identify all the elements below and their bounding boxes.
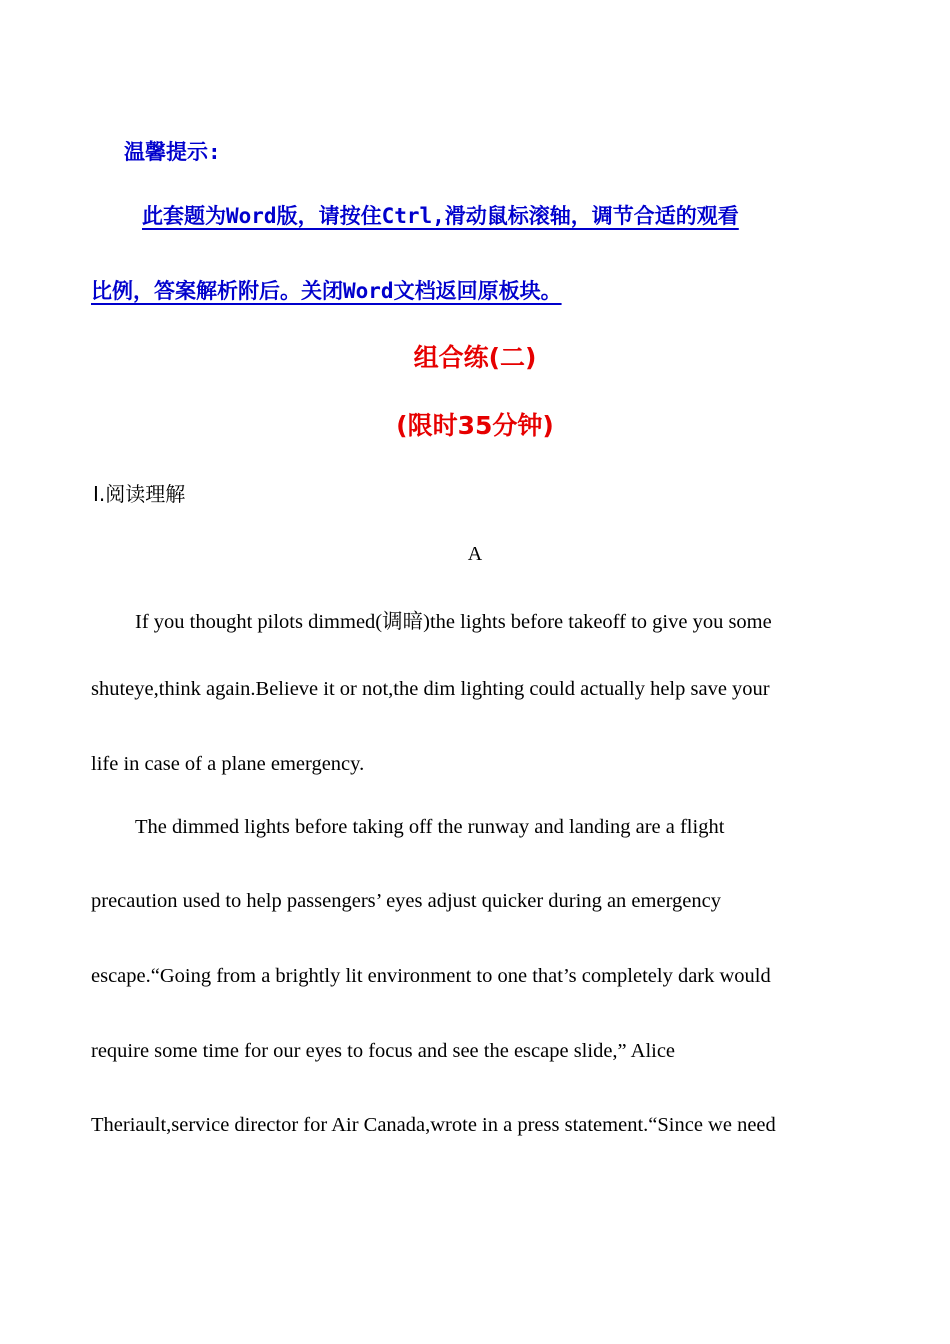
tip-link-line-2[interactable]: 比例，答案解析附后。关闭Word文档返回原板块。 — [91, 279, 562, 303]
tip-link-line-1[interactable]: 此套题为Word版，请按住Ctrl,滑动鼠标滚轴，调节合适的观看 — [142, 204, 739, 228]
passage-line: shuteye,think again.Believe it or not,the dim lighting could actually help save your — [91, 678, 770, 700]
tip-title: 温馨提示: — [124, 140, 221, 164]
passage-line: life in case of a plane emergency. — [91, 753, 365, 775]
passage-line: If you thought pilots dimmed(调暗)the lights before takeoff to give you some — [135, 611, 772, 633]
passage-label: A — [467, 543, 483, 565]
passage-line: Theriault,service director for Air Canada,wrote in a press statement.“Since we need — [91, 1114, 776, 1136]
passage-line: require some time for our eyes to focus and see the escape slide,” Alice — [91, 1040, 676, 1062]
passage-line: precaution used to help passengers’ eyes adjust quicker during an emergency — [91, 890, 721, 912]
passage-line: escape.“Going from a brightly lit environment to one that’s completely dark would — [91, 965, 771, 987]
time-limit: (限时35分钟) — [396, 411, 554, 440]
passage-line: The dimmed lights before taking off the runway and landing are a flight — [135, 816, 725, 838]
section-label: Ⅰ.阅读理解 — [93, 482, 186, 506]
page-title: 组合练(二) — [413, 343, 537, 372]
